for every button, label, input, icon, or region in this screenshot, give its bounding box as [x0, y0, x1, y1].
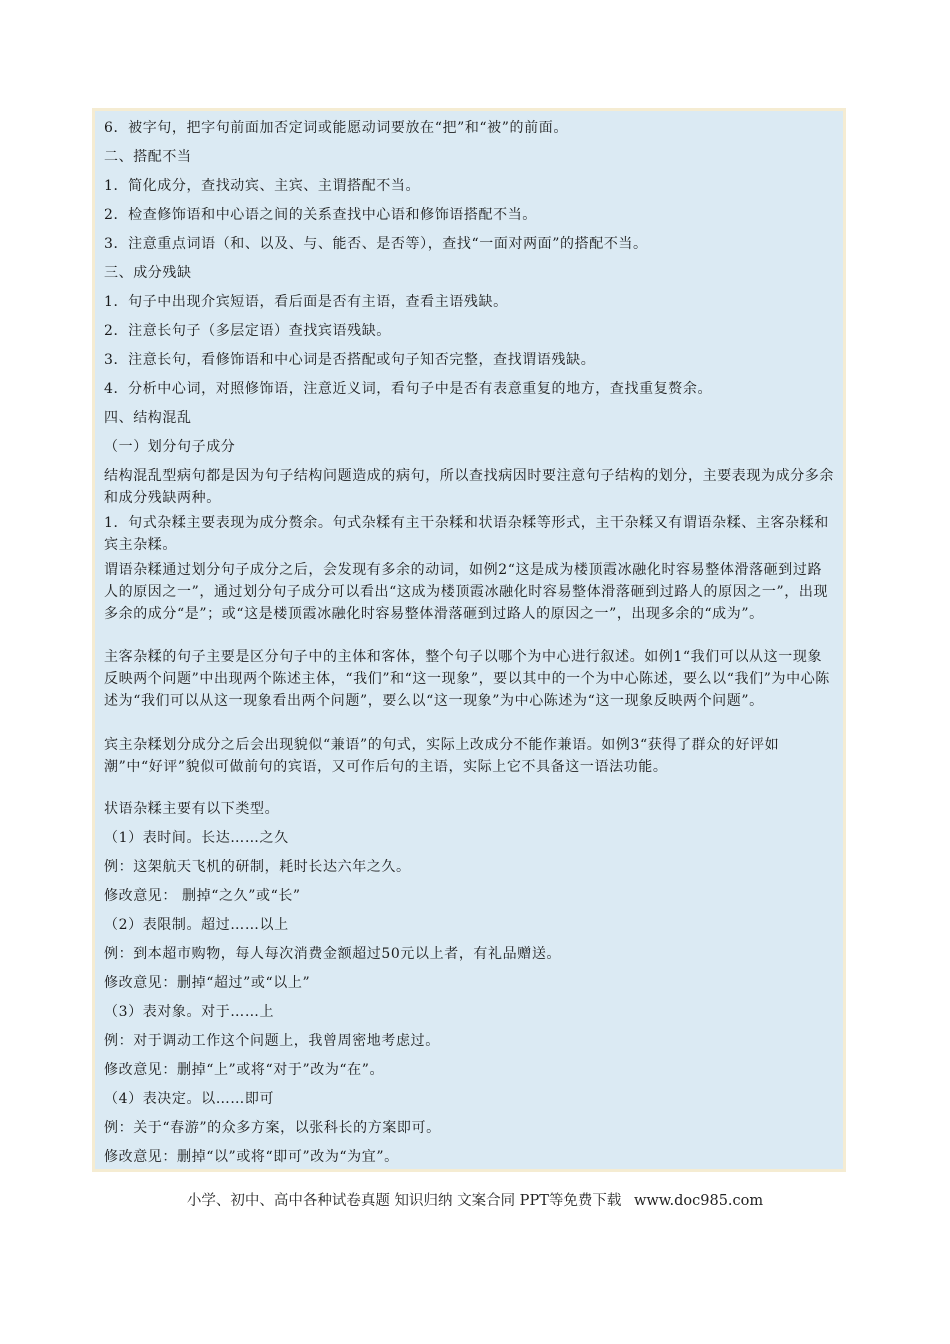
paragraph-24: 修改意见：删掉“超过”或“以上” [104, 975, 311, 991]
paragraph-9: 3．注意长句，看修饰语和中心词是否搭配或句子知否完整，查找谓语残缺。 [104, 352, 596, 368]
paragraph-1: 6．被字句，把字句前面加否定词或能愿动词要放在“把”和“被”的前面。 [104, 120, 568, 136]
paragraph-19: （1）表时间。长达……之久 [104, 830, 289, 846]
paragraph-30: 修改意见：删掉“以”或将“即可”改为“为宜”。 [104, 1149, 399, 1165]
paragraph-20: 例：这架航天飞机的研制，耗时长达六年之久。 [104, 859, 411, 875]
paragraph-28: （4）表决定。以……即可 [104, 1091, 275, 1107]
paragraph-8: 2．注意长句子（多层定语）查找宾语残缺。 [104, 323, 391, 339]
subheading-1: （一）划分句子成分 [104, 439, 236, 455]
section-heading-4: 四、结构混乱 [104, 410, 192, 426]
page-footer [0, 1190, 950, 1212]
paragraph-10: 4．分析中心词，对照修饰语，注意近义词，看句子中是否有表意重复的地方，查找重复赘余。 [104, 381, 713, 397]
paragraph-27: 修改意见：删掉“上”或将“对于”改为“在”。 [104, 1062, 385, 1078]
paragraph-25: （3）表对象。对于……上 [104, 1004, 275, 1020]
paragraph-26: 例：对于调动工作这个问题上，我曾周密地考虑过。 [104, 1033, 440, 1049]
paragraph-18: 状语杂糅主要有以下类型。 [104, 801, 280, 817]
paragraph-23: 例：到本超市购物，每人每次消费金额超过50元以上者，有礼品赠送。 [104, 946, 562, 962]
paragraph-29: 例：关于“春游”的众多方案，以张科长的方案即可。 [104, 1120, 441, 1136]
paragraph-22: （2）表限制。超过……以上 [104, 917, 289, 933]
section-heading-3: 三、成分残缺 [104, 265, 192, 281]
footer-text: 小学、初中、高中各种试卷真题 知识归纳 文案合同 PPT等免费下载 [186, 1193, 622, 1209]
paragraph-17: 宾主杂糅划分成分之后会出现貌似“兼语”的句式，实际上改成分不能作兼语。如例3“获得了群众的好评如潮”中“好评”貌似可做前句的宾语，又可作后句的主语，实际上它不具备这一语法功能。 [104, 737, 780, 775]
paragraph-15: 谓语杂糅通过划分句子成分之后，会发现有多余的动词，如例2“这是成为楼顶霞冰融化时容易整体滑落砸到过路人的原因之一”，通过划分句子成分可以看出“这成为楼顶霞冰融化时容易整体滑落砸到过路人的原因之一”，出现多余的成分“是”；或“这是楼顶霞冰融化时容易整体滑落砸到过路人的原因之一”，出现多余的“成为”。 [104, 562, 829, 622]
paragraph-5: 3．注意重点词语（和、以及、与、能否、是否等），查找“一面对两面”的搭配不当。 [104, 236, 648, 252]
paragraph-13: 结构混乱型病句都是因为句子结构问题造成的病句，所以查找病因时要注意句子结构的划分，主要表现为成分多余和成分残缺两种。 [104, 468, 834, 506]
paragraph-7: 1．句子中出现介宾短语，看后面是否有主语，查看主语残缺。 [104, 294, 508, 310]
footer-site-link[interactable]: www.doc985.com [633, 1193, 764, 1209]
paragraph-4: 2．检查修饰语和中心语之间的关系查找中心语和修饰语搭配不当。 [104, 207, 537, 223]
paragraph-3: 1．简化成分，查找动宾、主宾、主谓搭配不当。 [104, 178, 421, 194]
section-heading-2: 二、搭配不当 [104, 149, 192, 165]
paragraph-16: 主客杂糅的句子主要是区分句子中的主体和客体，整个句子以哪个为中心进行叙述。如例1“我们可以从这一现象反映两个问题”中出现两个陈述主体，“我们”和“这一现象”，要以其中的一个为中心陈述，要么以“我们”为中心陈述为“我们可以从这一现象看出两个问题”，要么以“这一现象”为中心陈述为“这一现象反映两个问题”。 [104, 649, 830, 709]
paragraph-21: 修改意见： 删掉“之久”或“长” [104, 888, 301, 904]
paragraph-14: 1．句式杂糅主要表现为成分赘余。句式杂糅有主干杂糅和状语杂糅等形式，主干杂糅又有谓语杂糅、主客杂糅和宾主杂糅。 [104, 515, 829, 553]
